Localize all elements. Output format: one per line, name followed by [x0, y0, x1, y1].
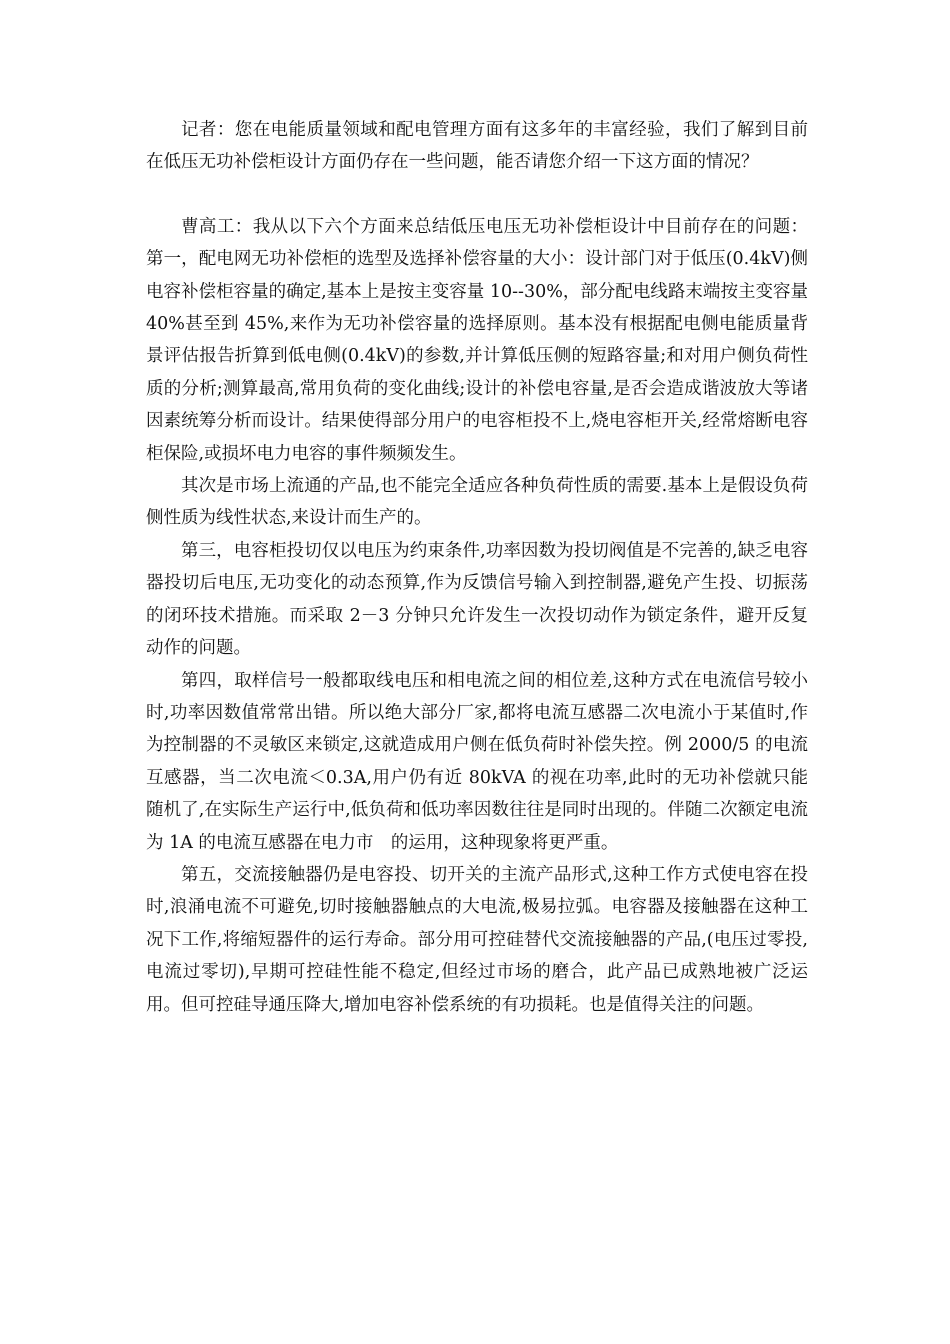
paragraph-answer-first: 曹高工：我从以下六个方面来总结低压电压无功补偿柜设计中目前存在的问题：第一，配电网无功补偿柜的选型及选择补偿容量的大小：设计部门对于低压(0.4kV)侧电容补偿柜容量的确定,基本上是按主变容量 10--30%，部分配电线路末端按主变容量 40%甚至到 45%,来作为无功补偿容量的选择原则。基本没有根据配电侧电能质量背景评估报告折算到低电侧(0.4kV)的参数,并计算低压侧的短路容量;和对用户侧负荷性质的分析;测算最高,常用负荷的变化曲线;设计的补偿电容量,是否会造成谐波放大等诸因素统筹分析而设计。结果使得部分用户的电容柜投不上,烧电容柜开关,经常熔断电容柜保险,或损坏电力电容的事件频频发生。 — [146, 216, 808, 464]
paragraph-second: 其次是市场上流通的产品,也不能完全适应各种负荷性质的需要.基本上是假设负荷侧性质为线性状态,来设计而生产的。 — [146, 476, 808, 529]
paragraph-reporter-question: 记者：您在电能质量领域和配电管理方面有这多年的丰富经验，我们了解到目前在低压无功补偿柜设计方面仍存在一些问题，能否请您介绍一下这方面的情况？ — [146, 120, 808, 173]
paragraph-fourth: 第四，取样信号一般都取线电压和相电流之间的相位差,这种方式在电流信号较小时,功率因数值常常出错。所以绝大部分厂家,都将电流互感器二次电流小于某值时,作为控制器的不灵敏区来锁定,这就造成用户侧在低负荷时补偿失控。例 2000/5 的电流互感器，当二次电流＜0.3A,用户仍有近 80kVA 的视在功率,此时的无功补偿就只能随机了,在实际生产运行中,低负荷和低功率因数往往是同时出现的。伴随二次额定电流为 1A 的电流互感器在电力市 的运用，这种现象将更严重。 — [146, 670, 808, 853]
paragraph-fifth: 第五，交流接触器仍是电容投、切开关的主流产品形式,这种工作方式使电容在投时,浪涌电流不可避免,切时接触器触点的大电流,极易拉弧。电容器及接触器在这种工况下工作,将缩短器件的运行寿命。部分用可控硅替代交流接触器的产品,(电压过零投,电流过零切),早期可控硅性能不稳定,但经过市场的磨合，此产品已成熟地被广泛运用。但可控硅导通压降大,增加电容补偿系统的有功损耗。也是值得关注的问题。 — [146, 864, 808, 1015]
paragraph-third: 第三，电容柜投切仅以电压为约束条件,功率因数为投切阀值是不完善的,缺乏电容器投切后电压,无功变化的动态预算,作为反馈信号输入到控制器,避免产生投、切振荡的闭环技术措施。而采取 2－3 分钟只允许发生一次投切动作为锁定条件，避开反复动作的问题。 — [146, 540, 808, 659]
document-page — [146, 114, 808, 1021]
paragraph-gap — [146, 179, 808, 211]
